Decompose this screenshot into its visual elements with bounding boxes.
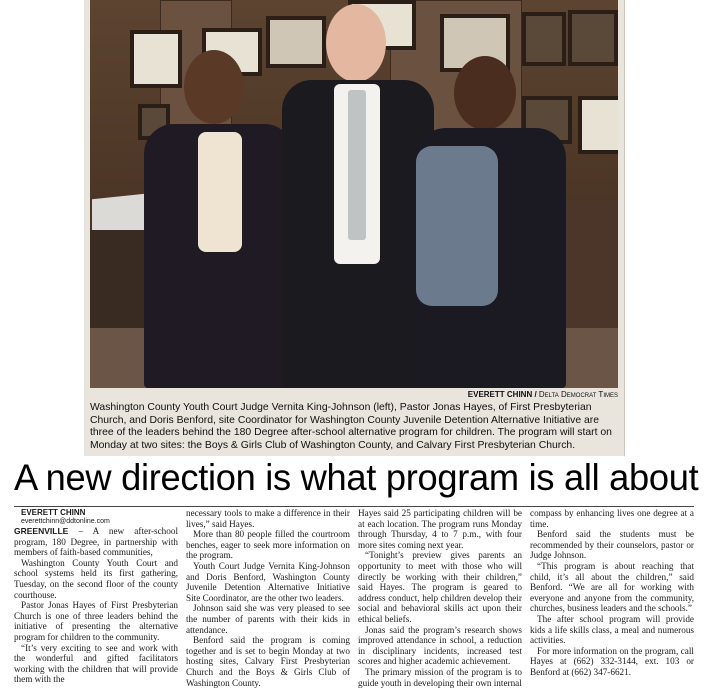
paragraph: Jonas said the program’s research shows improved attendance in school, a reduction in disciplinary incidents, increased test scores and higher academic achievement. [358,624,522,667]
paragraph: necessary tools to make a difference in their lives,” said Hayes. [186,508,350,529]
paragraph: “This program is about reaching that child, it’s all about the children,” said Benford. “We are all for working with everyone and anyone from the community, churches, business leaders and the schools.” [530,560,694,614]
person-left [136,40,296,388]
person-head [184,50,244,124]
lead-paragraph [14,526,178,558]
person-head [454,56,516,130]
person-blouse [198,132,242,252]
article-column-1 [14,508,178,685]
byline-email: everettchinn@ddtonline.com [21,518,110,525]
photo-credit-name: EVERETT CHINN / [467,390,537,399]
paragraph: compass by enhancing lives one degree at a time. [530,508,694,529]
paragraph: Pastor Jonas Hayes of First Presbyterian Church is one of three leaders behind the initiative of presenting the alternative program for children to the community. [14,600,178,642]
paragraph: Benford said the students must be recommended by their counselors, pastor or Judge Johnson. [530,529,694,561]
article-column-3 [358,508,522,688]
photo-credit [90,390,618,399]
paragraph: The primary mission of the program is to guide youth in developing their own internal [358,666,522,688]
paragraph: Johnson said she was very pleased to see the number of parents with their kids in attendance. [186,603,350,635]
news-photo [90,0,618,388]
paragraph: “It’s very exciting to see and work with the wonderful and gifted facilitators working with the children that will provide them with the [14,642,178,685]
paragraph: Youth Court Judge Vernita King-Johnson and Doris Benford, Washington County Juvenile Detention Alternative Initiative Site Coordinator, are the other two leaders. [186,560,350,603]
paragraph: More than 80 people filled the courtroom benches, eager to seek more information on the program. [186,529,350,561]
paragraph: Benford said the program is coming together and is set to begin Monday at two hosting sites, Calvary First Presbyterian Church and the Boys & Girls Club of Washington County. [186,635,350,688]
paragraph: Washington County Youth Court and school systems held its first gathering, Tuesday, on the second floor of the county courthouse. [14,557,178,600]
photo-block [84,0,625,456]
article-column-4 [530,508,694,678]
paragraph: – A new after-school program, 180 Degree, in partnership with members of faith-based communities, [14,526,178,558]
photo-caption: Washington County Youth Court Judge Vernita King-Johnson (left), Pastor Jonas Hayes, of First Presbyterian Church, and Doris Benford, site Coordinator for Washington County Juvenile Detention Alternative Initiative are three of the leaders behind the 180 Degree after-school alternative program for children. The program will start on Monday at two sites: the Boys & Girls Club of Washington County, and Calvary First Presbyterian Church. [90,402,612,451]
headline-rule [14,506,694,507]
wall-frame [568,10,618,66]
paragraph: Hayes said 25 participating children will be at each location. The program runs Monday through Thursday, 4 to 7 p.m., with four more sites coming next year. [358,508,522,550]
paragraph: For more information on the program, call Hayes at (662) 332-3144, ext. 103 or Benford at (662) 347-6621. [530,645,694,677]
photo-credit-org: Delta Democrat Times [538,390,618,399]
person-head [326,4,386,82]
wall-frame [578,96,618,154]
person-top [416,146,498,306]
paragraph: “Tonight’s preview gives parents an opportunity to meet with those who will directly be working with their children,” said Hayes. The program is geared to address conduct, help children develop their social and behavioral skills act upon their ethical beliefs. [358,550,522,624]
dateline: GREENVILLE [14,526,69,536]
headline: A new direction is what program is all about [14,457,699,498]
person-right [410,56,568,388]
byline: EVERETT CHINN [21,508,86,517]
article-column-2 [186,508,350,688]
paragraph: The after school program will provide kids a life skills class, a meal and numerous activities. [530,613,694,646]
person-tie [348,90,366,240]
